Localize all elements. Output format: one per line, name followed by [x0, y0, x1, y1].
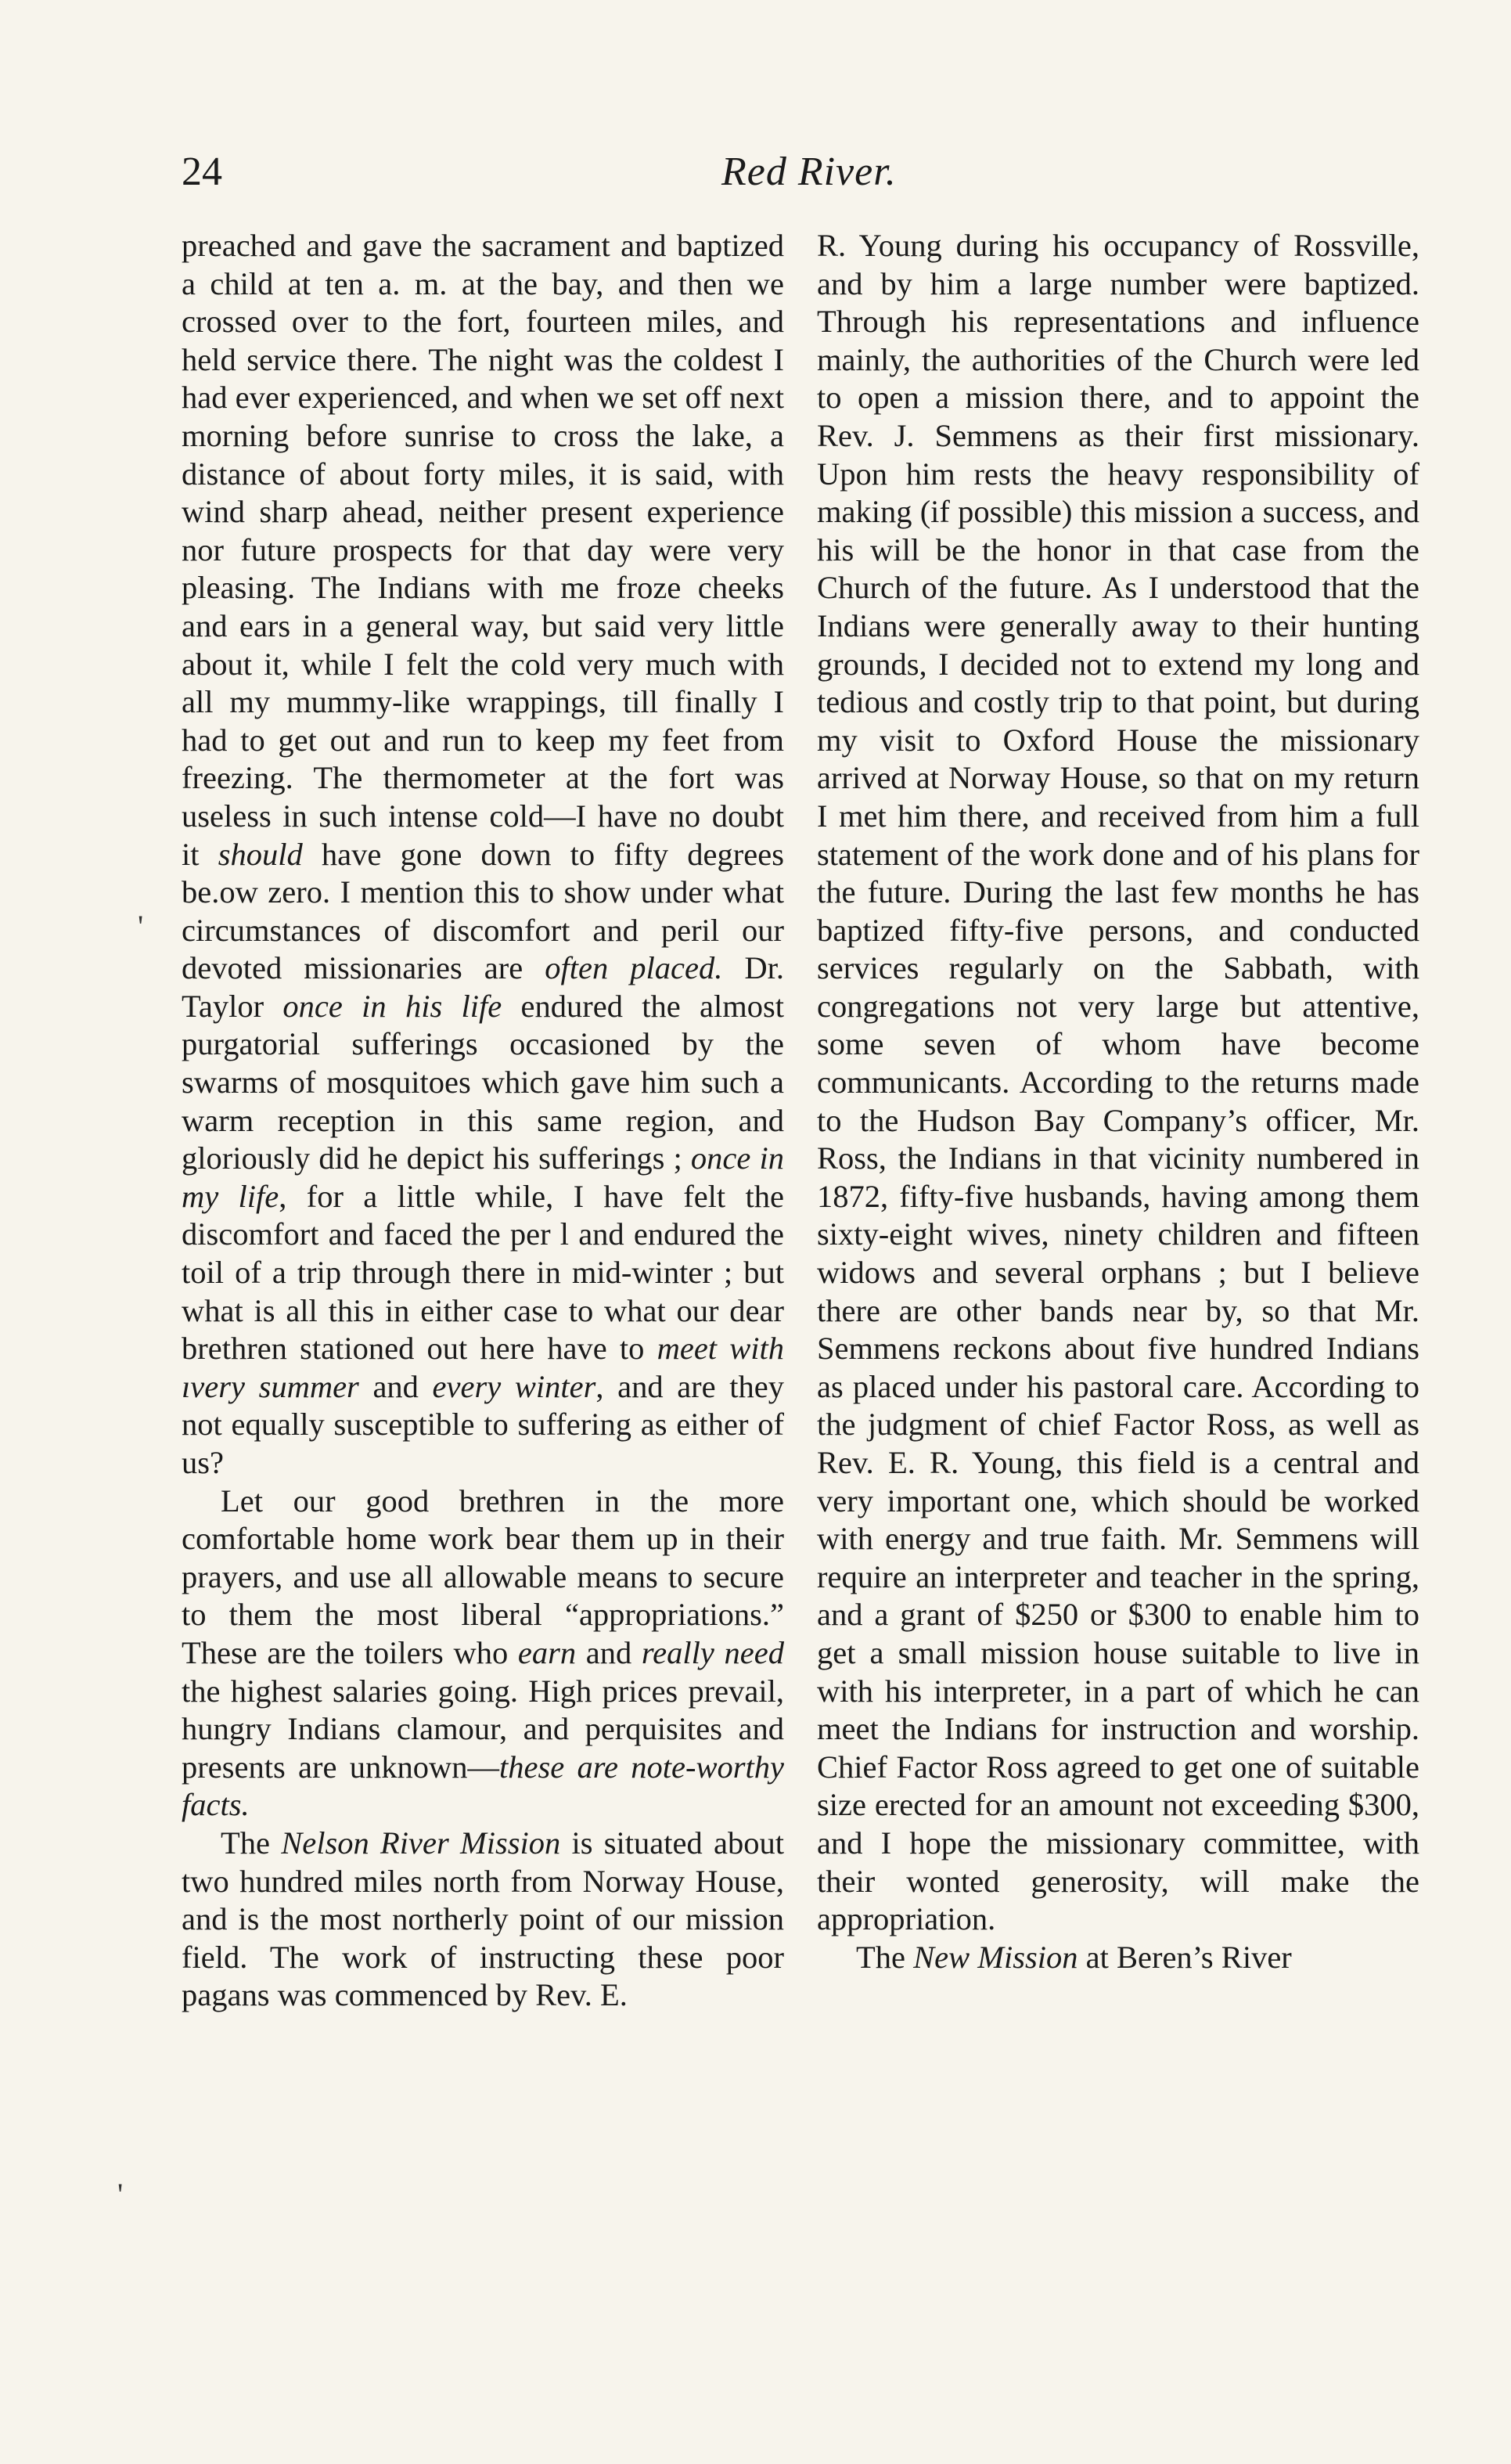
right-paragraph-1: [817, 227, 1419, 1939]
italic-run: these are note-worthy facts.: [182, 1749, 785, 1823]
text-run: is situated about two hundred miles north from Norway House, and is the most northerly point of our mission field. The work of instructing these poor pagans was commenced by Rev. E.: [182, 1825, 784, 2013]
text-run: and: [358, 1368, 433, 1404]
text-run: endured the almost purgatorial sufferings occasioned by the swarms of mosquitoes which gave him such a warm reception in this same region, and gloriously did he depict his sufferings ;: [182, 988, 784, 1176]
italic-run: earn: [517, 1634, 577, 1670]
left-column: [182, 227, 784, 2015]
right-paragraph-2: [817, 1939, 1419, 1977]
text-run: The: [221, 1825, 282, 1861]
text-run: The: [856, 1939, 914, 1975]
text-run: Let our good brethren in the more comfortable home work bear them up in their prayers, and use all allowable means to secure to them the most liberal “appropriations.” These are the toilers who: [182, 1482, 784, 1670]
left-paragraph-3: [182, 1825, 784, 2015]
left-paragraph-2: [182, 1482, 784, 1825]
left-paragraph-1: [182, 227, 784, 1482]
italic-run: often placed.: [545, 950, 723, 986]
text-run: preached and gave the sacrament and baptized a child at ten a. m. at the bay, and then we crossed over to the fort, fourteen miles, and held service there. The night was the coldest I had ever experienced, and when we set off next morning before sunrise to cross the lake, a distance of about forty miles, it is said, with wind sharp ahead, neither present experience nor future prospects for that day were very pleasing. The Indians with me froze cheeks and ears in a general way, but said very little about it, while I felt the cold very much with all my mummy-like wrappings, till finally I had to get out and run to keep my feet from freezing. The thermometer at the fort was useless in such intense cold—I have no doubt it: [182, 228, 784, 872]
italic-run: meet with ıvery summer: [182, 1331, 784, 1404]
italic-run: once in my life: [182, 1140, 784, 1214]
text-run: at Beren’s River: [1077, 1939, 1292, 1975]
right-column: [817, 227, 1419, 1976]
text-run: the highest salaries going. High prices prevail, hungry Indians clamour, and perquisites and presents are unknown—: [182, 1673, 784, 1785]
margin-mark-upper: ': [138, 909, 144, 944]
page-header: [182, 141, 1419, 204]
page-number: 24: [182, 149, 222, 194]
text-run: , for a little while, I have felt the discomfort and faced the per l and endured the toil of a trip through there in mid-winter ; but what is all this in either case to what our dear brethren stationed out here have to: [182, 1178, 784, 1367]
italic-run: should: [218, 836, 303, 872]
italic-run: New Mission: [913, 1939, 1078, 1975]
italic-run: every winter: [432, 1368, 596, 1404]
text-run: R. Young during his occupancy of Rossville, and by him a large number were baptized. Through his representations and influence mainly, the authorities of the Church were led to open a mission there, and to appoint the Rev. J. Semmens as their first missionary. Upon him rests the heavy responsibility of making (if possible) this mission a success, and his will be the honor in that case from the Church of the future. As I understood that the Indians were generally away to their hunting grounds, I decided not to extend my long and tedious and costly trip to that point, but during my visit to Oxford House the missionary arrived at Norway House, so that on my return I met him there, and received from him a full statement of the work done and of his plans for the future. During the last few months he has baptized fifty-five persons, and conducted services regularly on the Sabbath, with congregations not very large but attentive, some seven of whom have become communicants. According to the returns made to the Hudson Bay Company’s officer, Mr. Ross, the Indians in that vicinity numbered in 1872, fifty-five husbands, having among them sixty-eight wives, ninety children and fifteen widows and several orphans ; but I believe there are other bands near by, so that Mr. Semmens reckons about five hundred Indians as placed under his pastoral care. According to the judgment of chief Factor Ross, as well as Rev. E. R. Young, this field is a central and very important one, which should be worked with energy and true faith. Mr. Semmens will require an interpreter and teacher in the spring, and a grant of $250 or $300 to enable him to get a small mission house suitable to live in with his interpreter, in a part of which he can meet the Indians for instruction and worship. Chief Factor Ross agreed to get one of suitable size erected for an amount not exceeding $300, and I hope the missionary committee, with their wonted generosity, will make the appropriation.: [817, 228, 1419, 1937]
italic-run: once in his life: [282, 988, 502, 1024]
italic-run: really need: [641, 1634, 784, 1670]
text-run: , and are they not equally susceptible to suffering as either of us?: [182, 1368, 784, 1480]
text-run: and: [576, 1634, 642, 1670]
text-run: Dr. Taylor: [182, 950, 785, 1024]
margin-mark-lower: ': [117, 2177, 124, 2212]
italic-run: Nelson River Mission: [281, 1825, 561, 1861]
running-title: Red River.: [721, 149, 897, 194]
text-run: have gone down to fifty degrees be.ow zero. I mention this to show under what circumstances of discomfort and peril our devoted missionaries are: [182, 836, 784, 986]
